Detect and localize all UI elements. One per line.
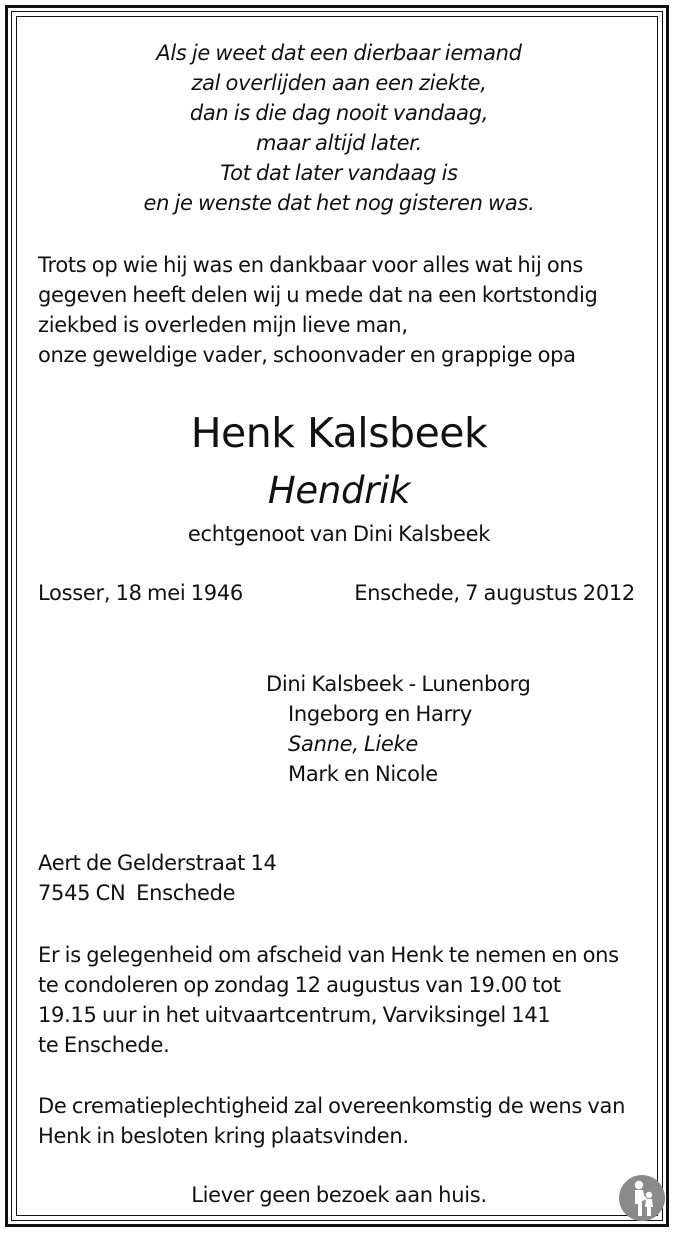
birth-place-date: Losser, 18 mei 1946 (38, 581, 243, 605)
person-with-child-logo-icon (618, 1174, 666, 1222)
poem (0, 38, 678, 218)
intro-line: gegeven heeft delen wij u mede dat na een kortstondig (38, 283, 598, 307)
cremation-paragraph (38, 1091, 625, 1151)
address-block (38, 848, 277, 908)
visitation-line: te condoleren op zondag 12 augustus van 19.00 tot (38, 973, 561, 997)
poem-line: maar altijd later. (256, 131, 422, 155)
closing-note: Liever geen bezoek aan huis. (191, 1183, 487, 1207)
spouse-line: echtgenoot van Dini Kalsbeek (187, 522, 491, 546)
visitation-line: Er is gelegenheid om afscheid van Henk te nemen en ons (38, 943, 619, 967)
family-spouse: Dini Kalsbeek - Lunenborg (266, 672, 531, 696)
deceased-given-name: Hendrik (267, 469, 411, 512)
family-children: Ingeborg en Harry (288, 702, 472, 726)
visitation-line: te Enschede. (38, 1033, 170, 1057)
intro-line: ziekbed is overleden mijn lieve man, (38, 313, 408, 337)
family-children-second: Mark en Nicole (288, 762, 438, 786)
poem-line: Als je weet dat een dierbaar iemand (156, 41, 522, 65)
intro-line: onze geweldige vader, schoonvader en grappige opa (38, 343, 576, 367)
deceased-name: Henk Kalsbeek (190, 409, 488, 457)
intro-paragraph (38, 250, 598, 370)
death-place-date: Enschede, 7 augustus 2012 (354, 581, 635, 605)
poem-line: zal overlijden aan een ziekte, (191, 71, 487, 95)
family-grandchildren: Sanne, Lieke (288, 732, 419, 756)
cremation-line: Henk in besloten kring plaatsvinden. (38, 1124, 409, 1148)
intro-line: Trots op wie hij was en dankbaar voor alles wat hij ons (38, 253, 584, 277)
visitation-line: 19.15 uur in het uitvaartcentrum, Varviksingel 141 (38, 1003, 551, 1027)
poem-line: Tot dat later vandaag is (220, 161, 458, 185)
poem-line: en je wenste dat het nog gisteren was. (143, 191, 535, 215)
address-line: Aert de Gelderstraat 14 (38, 851, 277, 875)
family-list (266, 669, 531, 789)
address-line: 7545 CN Enschede (38, 881, 236, 905)
visitation-paragraph (38, 940, 619, 1060)
poem-line: dan is die dag nooit vandaag, (189, 101, 489, 125)
cremation-line: De crematieplechtigheid zal overeenkomstig de wens van (38, 1094, 626, 1118)
